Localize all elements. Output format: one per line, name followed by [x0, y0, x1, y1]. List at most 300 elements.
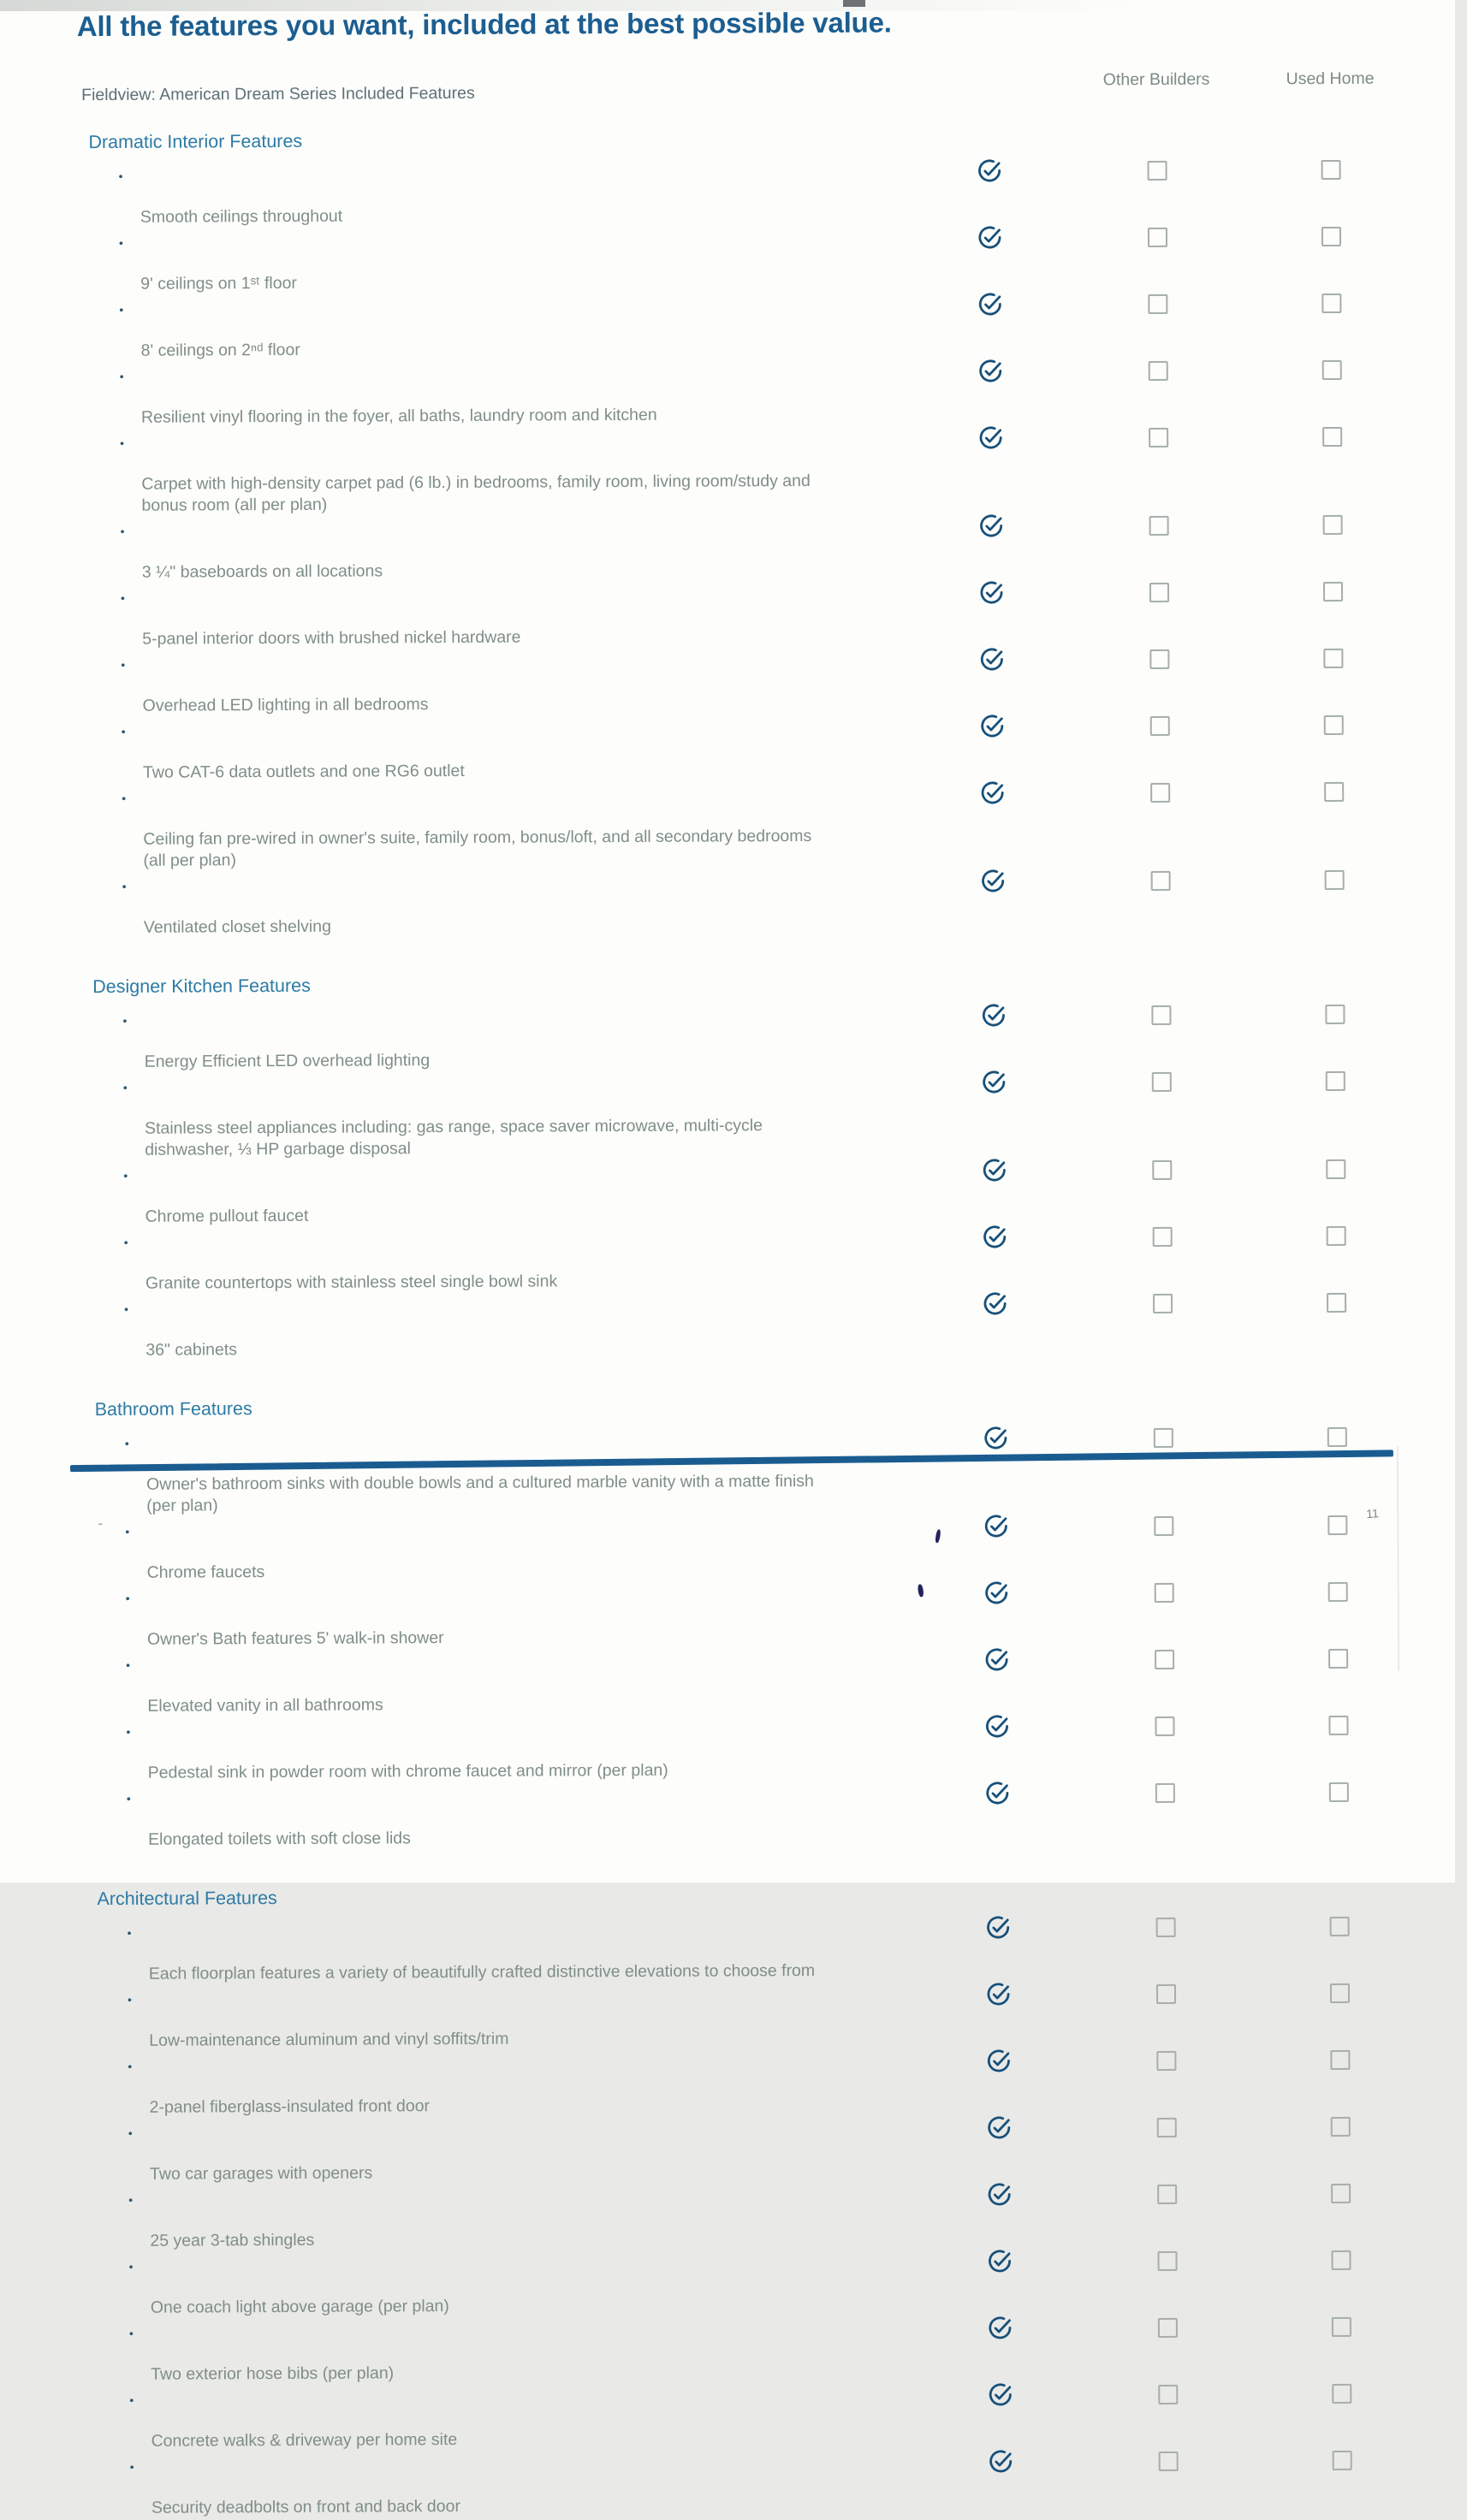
feature-text: 25 year 3-tab shingles — [150, 2230, 315, 2250]
included-check-icon — [988, 2382, 1013, 2407]
feature-text: 3 ¼" baseboards on all locations — [141, 561, 383, 582]
other-builders-checkbox — [1151, 1072, 1171, 1092]
other-builders-checkbox — [1154, 1583, 1173, 1603]
feature-row — [93, 711, 1407, 785]
feature-text: Low-maintenance aluminum and vinyl soffits/trim — [149, 2029, 509, 2050]
used-home-cell — [1281, 1000, 1387, 1025]
feature-text: Owner's bathroom sinks with double bowls and a cultured marble vanity with a matte finish (per plan) — [146, 1471, 814, 1515]
feature-row — [100, 2246, 1414, 2320]
other-builders-cell — [1047, 2380, 1288, 2404]
bullet-icon: • — [129, 2393, 134, 2407]
feature-text-cell — [91, 224, 942, 295]
included-cell — [949, 1646, 1043, 1673]
bullet-icon: • — [119, 369, 124, 383]
section-rows — [1, 156, 1408, 940]
used-home-cell — [1278, 289, 1384, 314]
included-cell — [944, 513, 1038, 539]
included-cell — [945, 780, 1039, 806]
used-home-checkbox — [1325, 1071, 1345, 1091]
feature-row — [101, 2313, 1415, 2387]
bullet-icon: • — [127, 1925, 132, 1940]
included-check-icon — [979, 647, 1004, 672]
included-cell — [953, 2448, 1048, 2475]
used-home-cell — [1285, 1578, 1391, 1603]
feature-row — [91, 156, 1405, 229]
included-check-icon — [979, 714, 1004, 738]
used-home-cell — [1278, 222, 1384, 247]
included-check-icon — [982, 1224, 1007, 1249]
used-home-checkbox — [1324, 870, 1344, 890]
other-builders-checkbox — [1149, 649, 1169, 669]
included-cell — [952, 2181, 1046, 2208]
feature-text-cell — [96, 1290, 947, 1361]
feature-section — [9, 1883, 1416, 2520]
included-cell — [942, 291, 1036, 317]
feature-text: Ceiling fan pre-wired in owner's suite, family room, bonus/loft, and all secondary bedrooms (all per plan) — [143, 826, 812, 870]
used-home-cell — [1283, 1222, 1389, 1247]
bullet-icon: • — [127, 1992, 132, 2007]
included-check-icon — [983, 1426, 1007, 1450]
feature-sections — [0, 121, 1416, 2520]
other-builders-checkbox — [1149, 583, 1168, 602]
included-check-icon — [980, 780, 1005, 805]
included-cell — [943, 424, 1037, 451]
other-builders-checkbox — [1155, 1918, 1175, 1937]
other-builders-checkbox — [1154, 1516, 1173, 1536]
used-home-cell — [1285, 1711, 1391, 1736]
included-check-icon — [985, 1915, 1010, 1940]
other-builders-cell — [1041, 1067, 1282, 1092]
feature-text-cell — [94, 1002, 946, 1073]
other-builders-cell — [1042, 1511, 1284, 1536]
bullet-icon: • — [123, 1168, 128, 1183]
used-home-checkbox — [1321, 160, 1340, 180]
feature-row — [98, 1645, 1411, 1718]
other-builders-checkbox — [1147, 228, 1167, 247]
used-home-checkbox — [1321, 360, 1341, 380]
feature-text-cell — [97, 1513, 948, 1584]
feature-row — [95, 1155, 1409, 1229]
used-home-cell — [1289, 2446, 1395, 2471]
used-home-checkbox — [1330, 2050, 1350, 2070]
used-home-cell — [1286, 2046, 1393, 2071]
feature-text-cell — [101, 2315, 953, 2386]
used-home-checkbox — [1327, 1515, 1347, 1535]
bullet-icon: • — [128, 2192, 134, 2207]
included-cell — [947, 1157, 1041, 1183]
other-builders-cell — [1042, 1289, 1283, 1313]
included-cell — [944, 646, 1038, 673]
section-rows — [7, 1423, 1412, 1852]
other-builders-checkbox — [1153, 1428, 1173, 1448]
used-home-checkbox — [1323, 649, 1343, 668]
used-home-cell — [1280, 644, 1386, 669]
section-title: Bathroom Features — [94, 1398, 252, 1420]
used-home-checkbox — [1329, 1983, 1349, 2003]
feature-row — [96, 1222, 1410, 1296]
used-home-cell — [1280, 578, 1386, 602]
other-builders-cell — [1048, 2446, 1289, 2471]
bullet-icon: • — [125, 1524, 130, 1539]
other-builders-cell — [1041, 1155, 1282, 1180]
other-builders-checkbox — [1155, 1717, 1174, 1736]
feature-text: Overhead LED lighting in all bedrooms — [142, 695, 429, 715]
bullet-icon: • — [118, 235, 123, 250]
bullet-icon: • — [119, 302, 124, 317]
feature-row — [98, 1578, 1411, 1651]
other-builders-cell — [1042, 1222, 1283, 1247]
included-check-icon — [983, 1514, 1008, 1539]
included-cell — [946, 868, 1040, 894]
feature-text-cell — [97, 1425, 948, 1517]
used-home-cell — [1282, 1067, 1388, 1092]
feature-row — [99, 1979, 1413, 2053]
bullet-icon: • — [118, 169, 123, 183]
used-home-checkbox — [1322, 515, 1342, 535]
feature-row — [92, 578, 1406, 651]
used-home-checkbox — [1332, 2451, 1351, 2470]
included-check-icon — [977, 359, 1002, 383]
used-home-cell — [1286, 1912, 1393, 1937]
feature-row — [92, 356, 1405, 430]
feature-text-cell — [95, 1069, 947, 1161]
used-home-cell — [1280, 778, 1387, 803]
feature-text-cell — [102, 2448, 953, 2519]
feature-row — [94, 1000, 1408, 1074]
section-rows — [4, 1000, 1410, 1362]
used-home-checkbox — [1324, 782, 1344, 802]
feature-row — [97, 1511, 1411, 1585]
used-home-checkbox — [1322, 427, 1342, 447]
feature-text-cell — [100, 2114, 952, 2185]
feature-text-cell — [96, 1224, 947, 1295]
other-builders-cell — [1045, 2046, 1286, 2071]
feature-text: Energy Efficient LED overhead lighting — [144, 1051, 431, 1071]
other-builders-checkbox — [1157, 2185, 1177, 2204]
other-builders-checkbox — [1149, 428, 1168, 448]
other-builders-cell — [1045, 1979, 1286, 2004]
other-builders-checkbox — [1158, 2452, 1178, 2471]
feature-text: 2-panel fiberglass-insulated front door — [149, 2096, 431, 2117]
included-cell — [950, 1780, 1044, 1806]
used-home-cell — [1279, 356, 1385, 381]
column-header-used-home: Used Home — [1286, 68, 1375, 89]
other-builders-checkbox — [1151, 1005, 1171, 1025]
feature-text-cell — [95, 1157, 947, 1228]
used-home-checkbox — [1325, 1005, 1345, 1024]
included-check-icon — [986, 2049, 1011, 2073]
included-check-icon — [981, 1003, 1006, 1028]
feature-text: Each floorplan features a variety of beautifully crafted distinctive elevations to choose from — [148, 1960, 816, 1983]
feature-text: Elongated toilets with soft close lids — [148, 1829, 411, 1849]
used-home-checkbox — [1321, 227, 1340, 246]
other-builders-cell — [1046, 2113, 1287, 2138]
feature-text: Two CAT-6 data outlets and one RG6 outlet — [142, 761, 465, 782]
used-home-cell — [1286, 1979, 1393, 2004]
used-home-cell — [1287, 2179, 1393, 2204]
page-title: All the features you want, included at the best possible value. — [76, 6, 892, 43]
other-builders-cell — [1038, 644, 1280, 669]
feature-text-cell — [91, 291, 942, 362]
document-subtitle: Fieldview: American Dream Series Included Features — [81, 83, 475, 105]
feature-text: Granite countertops with stainless steel single bowl sink — [145, 1272, 558, 1293]
other-builders-checkbox — [1158, 2385, 1178, 2404]
used-home-checkbox — [1326, 1159, 1345, 1179]
bullet-icon: • — [126, 1657, 131, 1672]
bullet-icon: • — [121, 724, 126, 738]
other-builders-cell — [1037, 356, 1279, 381]
feature-text: Elevated vanity in all bathrooms — [147, 1695, 383, 1716]
included-check-icon — [982, 1158, 1007, 1183]
other-builders-checkbox — [1149, 516, 1168, 536]
bullet-icon: • — [122, 1013, 128, 1028]
other-builders-checkbox — [1156, 2118, 1176, 2138]
other-builders-checkbox — [1157, 2318, 1177, 2338]
other-builders-cell — [1038, 511, 1280, 536]
bullet-icon: • — [128, 2326, 134, 2340]
feature-row — [94, 866, 1408, 940]
other-builders-checkbox — [1147, 161, 1167, 181]
used-home-checkbox — [1331, 2184, 1351, 2203]
used-home-cell — [1287, 2113, 1393, 2138]
included-cell — [944, 579, 1038, 606]
used-home-cell — [1286, 1778, 1392, 1803]
feature-text: Smooth ceilings throughout — [140, 206, 343, 227]
used-home-cell — [1288, 2380, 1394, 2404]
feature-row — [92, 511, 1406, 584]
other-builders-checkbox — [1152, 1160, 1172, 1180]
feature-text: 8' ceilings on 2ⁿᵈ floor — [140, 340, 300, 360]
other-builders-cell — [1040, 866, 1281, 891]
included-cell — [951, 1981, 1045, 2007]
feature-text-cell — [100, 2181, 952, 2252]
included-check-icon — [983, 1580, 1008, 1605]
included-check-icon — [987, 2182, 1012, 2207]
section-title: Designer Kitchen Features — [92, 975, 311, 998]
used-home-checkbox — [1321, 294, 1341, 313]
feature-row — [98, 1711, 1411, 1785]
included-check-icon — [984, 1781, 1009, 1806]
bullet-icon: • — [128, 2126, 133, 2140]
included-check-icon — [981, 1070, 1006, 1094]
feature-row — [91, 222, 1405, 296]
other-builders-checkbox — [1148, 294, 1167, 314]
feature-text: Owner's Bath features 5' walk-in shower — [146, 1628, 444, 1649]
used-home-checkbox — [1329, 1917, 1349, 1936]
included-cell — [953, 2315, 1047, 2341]
feature-text: Concrete walks & driveway per home site — [151, 2430, 458, 2451]
bullet-icon: • — [125, 1591, 130, 1605]
used-home-checkbox — [1327, 1293, 1346, 1313]
feature-text-cell — [91, 157, 942, 228]
feature-text-cell — [99, 1981, 951, 2052]
section-title: Architectural Features — [97, 1888, 277, 1910]
used-home-cell — [1285, 1645, 1391, 1669]
feature-text-cell — [93, 780, 945, 872]
used-home-cell — [1280, 711, 1387, 736]
other-builders-cell — [1043, 1711, 1285, 1736]
feature-row — [101, 2380, 1415, 2453]
used-home-cell — [1279, 423, 1385, 448]
bullet-icon: • — [122, 1080, 128, 1094]
feature-text: Carpet with high-density carpet pad (6 lb.) in bedrooms, family room, living room/study and bonus room (all per plan) — [141, 471, 811, 515]
bullet-icon: • — [124, 1436, 129, 1450]
other-builders-cell — [1039, 711, 1280, 736]
feature-text: Resilient vinyl flooring in the foyer, all baths, laundry room and kitchen — [140, 405, 657, 427]
bullet-icon: • — [122, 879, 127, 893]
other-builders-cell — [1036, 222, 1278, 247]
included-cell — [949, 1713, 1043, 1740]
included-check-icon — [984, 1714, 1009, 1739]
used-home-checkbox — [1323, 715, 1343, 735]
other-builders-checkbox — [1155, 1984, 1175, 2004]
feature-row — [98, 1778, 1412, 1852]
included-check-icon — [978, 580, 1003, 605]
feature-row — [95, 1067, 1409, 1162]
used-home-checkbox — [1331, 2317, 1351, 2337]
bullet-icon: • — [121, 657, 126, 672]
feature-text-cell — [92, 579, 944, 650]
bullet-icon: • — [126, 1724, 131, 1739]
used-home-cell — [1287, 2246, 1393, 2271]
included-check-icon — [987, 2315, 1012, 2340]
feature-text-cell — [101, 2381, 953, 2452]
feature-text-cell — [93, 713, 945, 784]
used-home-cell — [1282, 1155, 1388, 1180]
other-builders-cell — [1045, 1912, 1286, 1937]
feature-text: Ventilated closet shelving — [143, 916, 331, 937]
included-cell — [946, 1002, 1040, 1029]
included-cell — [951, 1914, 1045, 1941]
used-home-cell — [1281, 866, 1387, 891]
used-home-cell — [1280, 511, 1386, 536]
bullet-icon: • — [129, 2459, 134, 2474]
feature-text-cell — [92, 424, 943, 517]
feature-text: Two car garages with openers — [149, 2163, 373, 2184]
included-check-icon — [977, 225, 1001, 250]
feature-row — [93, 778, 1407, 873]
feature-section — [0, 126, 1408, 940]
included-check-icon — [982, 1291, 1007, 1316]
feature-text-cell — [98, 1580, 949, 1651]
section-title: Dramatic Interior Features — [88, 130, 303, 153]
included-cell — [949, 1580, 1043, 1606]
used-home-checkbox — [1327, 1427, 1346, 1447]
other-builders-checkbox — [1157, 2251, 1177, 2271]
feature-text-cell — [92, 646, 944, 717]
feature-text-cell — [92, 358, 943, 429]
other-builders-cell — [1036, 289, 1278, 314]
used-home-cell — [1283, 1289, 1389, 1313]
used-home-checkbox — [1330, 2117, 1350, 2137]
feature-text-cell — [99, 1914, 951, 1985]
other-builders-checkbox — [1149, 716, 1169, 736]
other-builders-cell — [1043, 1645, 1285, 1669]
included-check-icon — [977, 158, 1001, 183]
feature-row — [96, 1289, 1410, 1362]
feature-text: Stainless steel appliances including: gas range, space saver microwave, multi-cycle dishwasher, ⅓ HP garbage disposal — [145, 1116, 763, 1159]
feature-text: 36" cabinets — [146, 1340, 238, 1360]
used-home-checkbox — [1328, 1716, 1348, 1735]
included-check-icon — [985, 1982, 1010, 2007]
used-home-cell — [1278, 156, 1384, 181]
bullet-icon: • — [123, 1235, 128, 1249]
other-builders-cell — [1039, 778, 1280, 803]
used-home-checkbox — [1332, 2384, 1351, 2404]
other-builders-cell — [1046, 2179, 1287, 2204]
included-check-icon — [987, 2249, 1012, 2274]
feature-row — [100, 2179, 1414, 2253]
feature-text: Pedestal sink in powder room with chrome faucet and mirror (per plan) — [147, 1760, 668, 1782]
feature-section — [4, 970, 1410, 1362]
feature-row — [91, 289, 1405, 363]
used-home-checkbox — [1322, 582, 1342, 602]
used-home-cell — [1288, 2313, 1394, 2338]
feature-text-cell — [94, 868, 946, 939]
used-home-checkbox — [1331, 2250, 1351, 2270]
included-cell — [947, 1224, 1042, 1250]
other-builders-cell — [1047, 2313, 1288, 2338]
included-cell — [947, 1069, 1041, 1095]
feature-row — [99, 1912, 1413, 1986]
feature-row — [92, 423, 1405, 518]
bullet-icon: • — [122, 791, 127, 805]
included-cell — [952, 2248, 1046, 2274]
feature-row — [100, 2113, 1414, 2186]
feature-text-cell — [92, 513, 944, 584]
other-builders-cell — [1043, 1578, 1285, 1603]
feature-row — [102, 2446, 1416, 2520]
feature-row — [99, 2046, 1413, 2120]
other-builders-checkbox — [1150, 783, 1170, 803]
feature-text-cell — [99, 2048, 951, 2119]
bullet-icon: • — [126, 1791, 131, 1806]
other-builders-checkbox — [1148, 361, 1167, 381]
feature-text-cell — [98, 1646, 949, 1717]
feature-text-cell — [98, 1780, 950, 1851]
bullet-icon: • — [128, 2059, 133, 2073]
used-home-checkbox — [1328, 1649, 1348, 1669]
included-check-icon — [988, 2449, 1013, 2474]
included-check-icon — [980, 869, 1005, 893]
included-cell — [952, 2114, 1046, 2141]
included-check-icon — [978, 425, 1003, 450]
feature-text: Chrome faucets — [146, 1562, 265, 1582]
feature-text: Chrome pullout faucet — [145, 1206, 309, 1226]
other-builders-checkbox — [1155, 1783, 1174, 1803]
scan-artifact-page-mark: 11 — [1365, 1506, 1380, 1521]
bullet-icon: • — [128, 2259, 134, 2274]
other-builders-checkbox — [1150, 871, 1170, 891]
included-cell — [953, 2381, 1047, 2408]
other-builders-checkbox — [1152, 1227, 1172, 1247]
section-rows — [9, 1912, 1416, 2520]
bullet-icon: • — [120, 524, 125, 538]
other-builders-cell — [1040, 1000, 1281, 1025]
bullet-icon: • — [120, 590, 125, 605]
column-header-other-builders: Other Builders — [1102, 69, 1210, 90]
included-cell — [942, 157, 1036, 184]
feature-text: 9' ceilings on 1ˢᵗ floor — [140, 273, 297, 294]
bullet-icon: • — [120, 436, 125, 450]
other-builders-cell — [1046, 2246, 1287, 2271]
included-check-icon — [978, 513, 1003, 538]
included-check-icon — [986, 2115, 1011, 2140]
included-cell — [947, 1290, 1042, 1317]
feature-text-cell — [98, 1713, 949, 1784]
feature-row — [92, 644, 1406, 718]
other-builders-cell — [1038, 578, 1280, 602]
